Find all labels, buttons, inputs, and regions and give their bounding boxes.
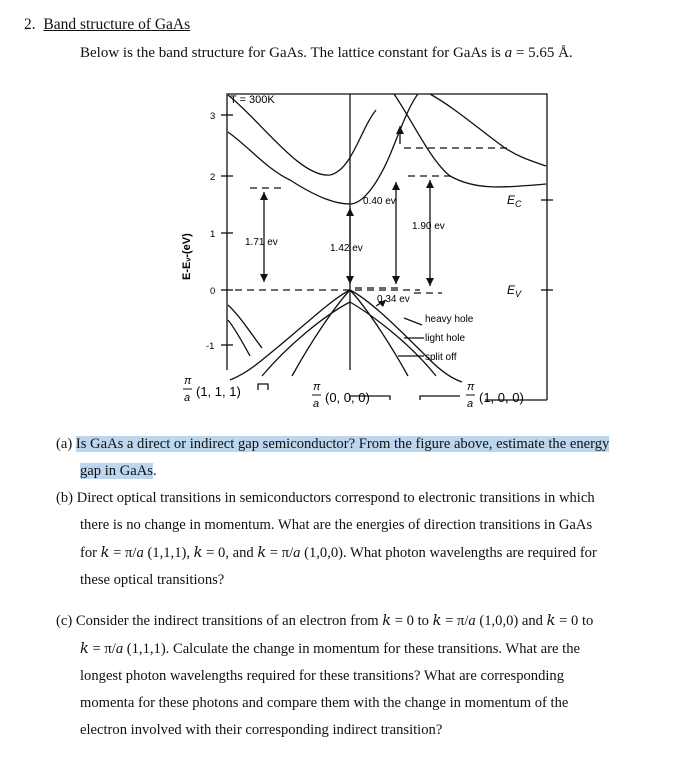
y-tick-1: 1: [210, 229, 216, 240]
problem-title: Band structure of GaAs: [43, 16, 191, 33]
question-b-label: (b): [56, 490, 74, 506]
y-axis-label: E-Eᵥ-(eV): [181, 233, 193, 280]
question-a: (a) Is GaAs a direct or indirect gap semiconductor? From the figure above, estimate the energy gap in GaAs.: [56, 436, 610, 479]
lattice-value: = 5.65 Å.: [512, 45, 573, 61]
x-label-000: [312, 381, 370, 410]
question-c-label: (c): [56, 613, 73, 629]
y-tick-0: 0: [210, 286, 216, 297]
x-label-100: [466, 381, 524, 410]
split-off-band: [262, 302, 350, 376]
gap-190-label: 1.90 ev: [412, 221, 445, 232]
ec-label: $E_C$: [507, 193, 522, 209]
lattice-symbol: a: [504, 45, 513, 61]
question-a-highlight-2: gap in GaAs: [80, 463, 153, 479]
svg-text:a: a: [467, 398, 474, 410]
y-tick-minus1: -1: [206, 341, 215, 352]
svg-text:π: π: [313, 381, 321, 393]
gap-142-label: 1.42 ev: [330, 243, 363, 254]
ev-label: $E_V$: [507, 283, 522, 299]
gap-040-label: 0.40 ev: [363, 196, 396, 207]
conduction-band-right: [350, 94, 418, 204]
svg-text:a: a: [313, 398, 320, 410]
question-a-label: (a): [56, 436, 73, 452]
temperature-label: T = 300K: [230, 94, 275, 106]
gap-034-label: 0.34 ev: [377, 294, 410, 305]
question-b-line3: for k = π/a (1,1,1), k = 0, and k = π/a (1,0,0). What photon wavelengths are required for: [80, 544, 597, 561]
intro-text: Below is the band structure for GaAs. The lattice constant for GaAs is: [80, 45, 505, 61]
conduction-band-x: [394, 94, 546, 187]
y-tick-3: 3: [210, 111, 216, 122]
y-tick-2: 2: [210, 172, 216, 183]
legend-split-off: split off: [425, 352, 457, 363]
svg-text:(1, 1, 1): (1, 1, 1): [196, 384, 241, 399]
heavy-hole-band: [230, 290, 350, 380]
conduction-band-left: [228, 132, 350, 204]
svg-text:(1, 0, 0): (1, 0, 0): [479, 390, 524, 405]
svg-text:(0, 0, 0): (0, 0, 0): [325, 390, 370, 405]
question-c: (c) Consider the indirect transitions of an electron from k = 0 to k = π/a (1,0,0) and k = 0 to k = π/a (1,1,1). Calculate the change in momentum for these transitions. What are the longest photon wavelengths required for these transitions? What are corresponding momenta for these photons and compare them with the change in momentum of the electron involved with their corresponding indirect transition?: [56, 612, 594, 738]
conduction-band-upper: [228, 95, 376, 175]
legend-light-hole: light hole: [425, 333, 466, 344]
question-a-highlight: Is GaAs a direct or indirect gap semiconductor? From the figure above, estimate the energy: [75, 436, 610, 452]
light-hole-band: [292, 290, 350, 376]
conduction-band-x2: [430, 94, 546, 166]
gap-171-label: 1.71 ev: [245, 237, 278, 248]
legend-heavy-hole: heavy hole: [425, 314, 474, 325]
question-b: (b) Direct optical transitions in semiconductors correspond to electronic transitions in which there is no change in momentum. What are the energies of direction transitions in GaAs for k = π/a (1,1,1), k = 0, and k = π/a (1,0,0). What photon wavelengths are required for these optical transitions?: [56, 485, 664, 594]
svg-text:π: π: [184, 375, 192, 387]
svg-text:a: a: [184, 392, 191, 404]
problem-number: 2.: [24, 16, 36, 33]
svg-text:π: π: [467, 381, 475, 393]
